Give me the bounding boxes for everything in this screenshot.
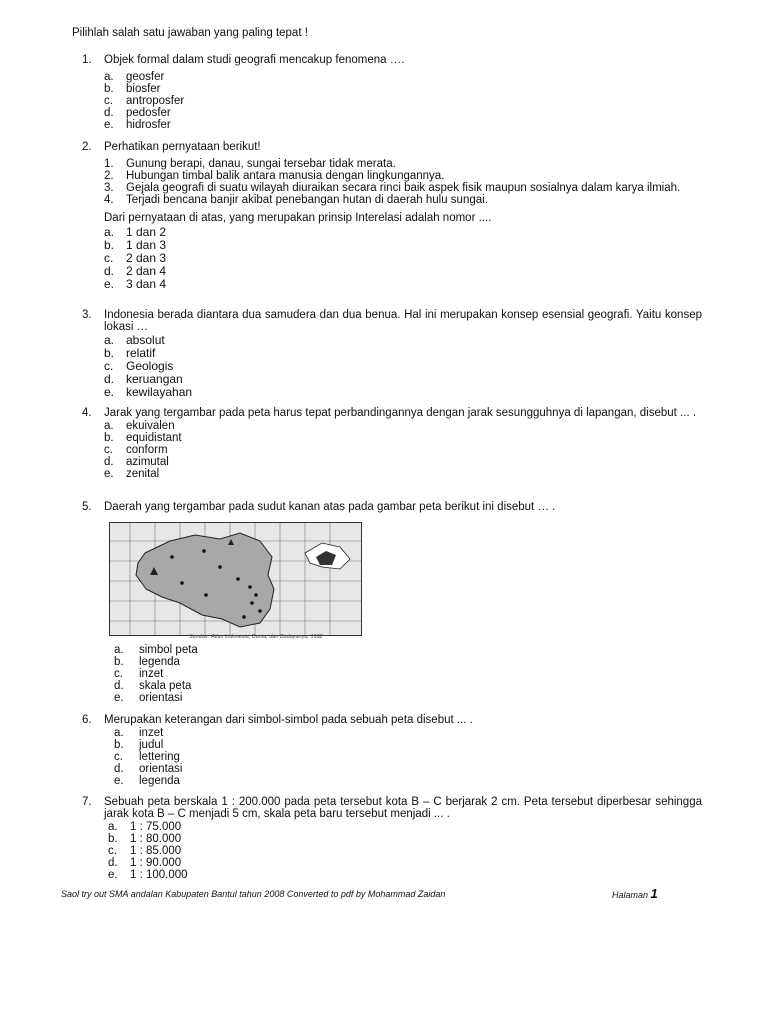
option-a[interactable]: a. inzet [114, 727, 164, 739]
question-text: Merupakan keterangan dari simbol-simbol pada sebuah peta disebut ... . [104, 714, 473, 726]
question-7 [82, 796, 702, 881]
option-b[interactable]: b. legenda [114, 656, 180, 668]
question-text: Jarak yang tergambar pada peta harus tepat perbandingannya dengan jarak sesungguhnya di lapangan, disebut ... . [104, 407, 697, 419]
question-number: 6. [82, 714, 92, 726]
question-3 [82, 309, 702, 399]
option-d[interactable]: d. pedosfer [104, 107, 171, 119]
option-b[interactable]: b. 1 : 80.000 [108, 833, 182, 845]
statement-1: 1. Gunung berapi, danau, sungai tersebar tidak merata. [104, 158, 396, 170]
footer-source: Saol try out SMA andalan Kabupaten Bantul tahun 2008 Converted to pdf by Mohammad Zaidan [61, 889, 446, 899]
question-text: Indonesia berada diantara dua samudera dan dua benua. Hal ini merupakan konsep esensial geografi. Yaitu konsep lokasi … [104, 309, 702, 333]
option-a[interactable]: a. simbol peta [114, 644, 198, 656]
option-e[interactable]: e. orientasi [114, 692, 183, 704]
option-e[interactable]: e. hidrosfer [104, 119, 171, 131]
footer-page [612, 886, 658, 901]
option-e[interactable]: e. 1 : 100.000 [108, 869, 188, 881]
question-number: 5. [82, 501, 92, 513]
instruction: Pilihlah salah satu jawaban yang paling tepat ! [72, 27, 308, 39]
question-6 [82, 714, 702, 787]
option-b[interactable]: b. 1 dan 3 [104, 238, 167, 252]
question-text: Daerah yang tergambar pada sudut kanan atas pada gambar peta berikut ini disebut … . [104, 501, 556, 513]
question-prompt: Dari pernyataan di atas, yang merupakan prinsip Interelasi adalah nomor .... [104, 212, 492, 224]
question-text: Sebuah peta berskala 1 : 200.000 pada peta tersebut kota B – C berjarak 2 cm. Peta tersebut diperbesar sehingga jarak kota B – C menjadi 5 cm, skala peta baru tersebut menjadi ... . [104, 796, 702, 820]
island-shape [136, 533, 274, 627]
option-b[interactable]: b. biosfer [104, 83, 161, 95]
question-4 [82, 407, 702, 480]
option-c[interactable]: c. conform [104, 444, 168, 456]
question-number: 3. [82, 309, 92, 321]
option-d[interactable]: d. 1 : 90.000 [108, 857, 182, 869]
option-c[interactable]: c. 1 : 85.000 [108, 845, 182, 857]
option-c[interactable]: c. 2 dan 3 [104, 251, 167, 265]
option-d[interactable]: d. skala peta [114, 680, 192, 692]
option-a[interactable]: a. ekuivalen [104, 420, 175, 432]
statement-3: 3. Gejala geografi di suatu wilayah diuraikan secara rinci baik aspek fisik maupun sosialnya dalam karya ilmiah. [104, 182, 681, 194]
option-a[interactable]: a. 1 : 75.000 [108, 821, 182, 833]
question-number: 4. [82, 407, 92, 419]
question-number: 2. [82, 141, 92, 153]
option-a[interactable]: a. geosfer [104, 71, 165, 83]
option-a[interactable]: a. 1 dan 2 [104, 225, 167, 239]
page-number: 1 [650, 886, 658, 901]
question-text: Perhatikan pernyataan berikut! [104, 141, 261, 153]
question-5 [82, 501, 702, 513]
option-e[interactable]: e. legenda [114, 775, 180, 787]
map-caption: Sumber: Atlas Indonesia, Dunia, dan Budayanya, 1992 [189, 634, 323, 640]
option-a[interactable]: a. absolut [104, 333, 165, 347]
statement-2: 2. Hubungan timbal balik antara manusia dengan lingkungannya. [104, 170, 445, 182]
statement-4: 4. Terjadi bencana banjir akibat penebangan hutan di daerah hulu sungai. [104, 194, 488, 206]
question-text: Objek formal dalam studi geografi mencakup fenomena …. [104, 54, 405, 66]
map-illustration [110, 523, 361, 635]
inset-map [305, 543, 350, 569]
option-b[interactable]: b. relatif [104, 346, 156, 360]
option-c[interactable]: c. Geologis [104, 359, 174, 373]
option-d[interactable]: d. orientasi [114, 763, 183, 775]
option-d[interactable]: d. azimutal [104, 456, 169, 468]
option-e[interactable]: e. zenital [104, 468, 160, 480]
question-2 [82, 141, 702, 291]
option-c[interactable]: c. lettering [114, 751, 180, 763]
option-c[interactable]: c. inzet [114, 668, 164, 680]
option-e[interactable]: e. 3 dan 4 [104, 277, 167, 291]
option-b[interactable]: b. equidistant [104, 432, 182, 444]
question-number: 7. [82, 796, 92, 808]
option-d[interactable]: d. keruangan [104, 372, 183, 386]
option-d[interactable]: d. 2 dan 4 [104, 264, 167, 278]
option-b[interactable]: b. judul [114, 739, 164, 751]
option-e[interactable]: e. kewilayahan [104, 385, 193, 399]
question-5-options [114, 644, 198, 704]
question-number: 1. [82, 54, 92, 66]
question-1 [82, 54, 702, 131]
page-label: Halaman [612, 890, 649, 900]
option-c[interactable]: c. antroposfer [104, 95, 185, 107]
map-image [109, 522, 362, 636]
